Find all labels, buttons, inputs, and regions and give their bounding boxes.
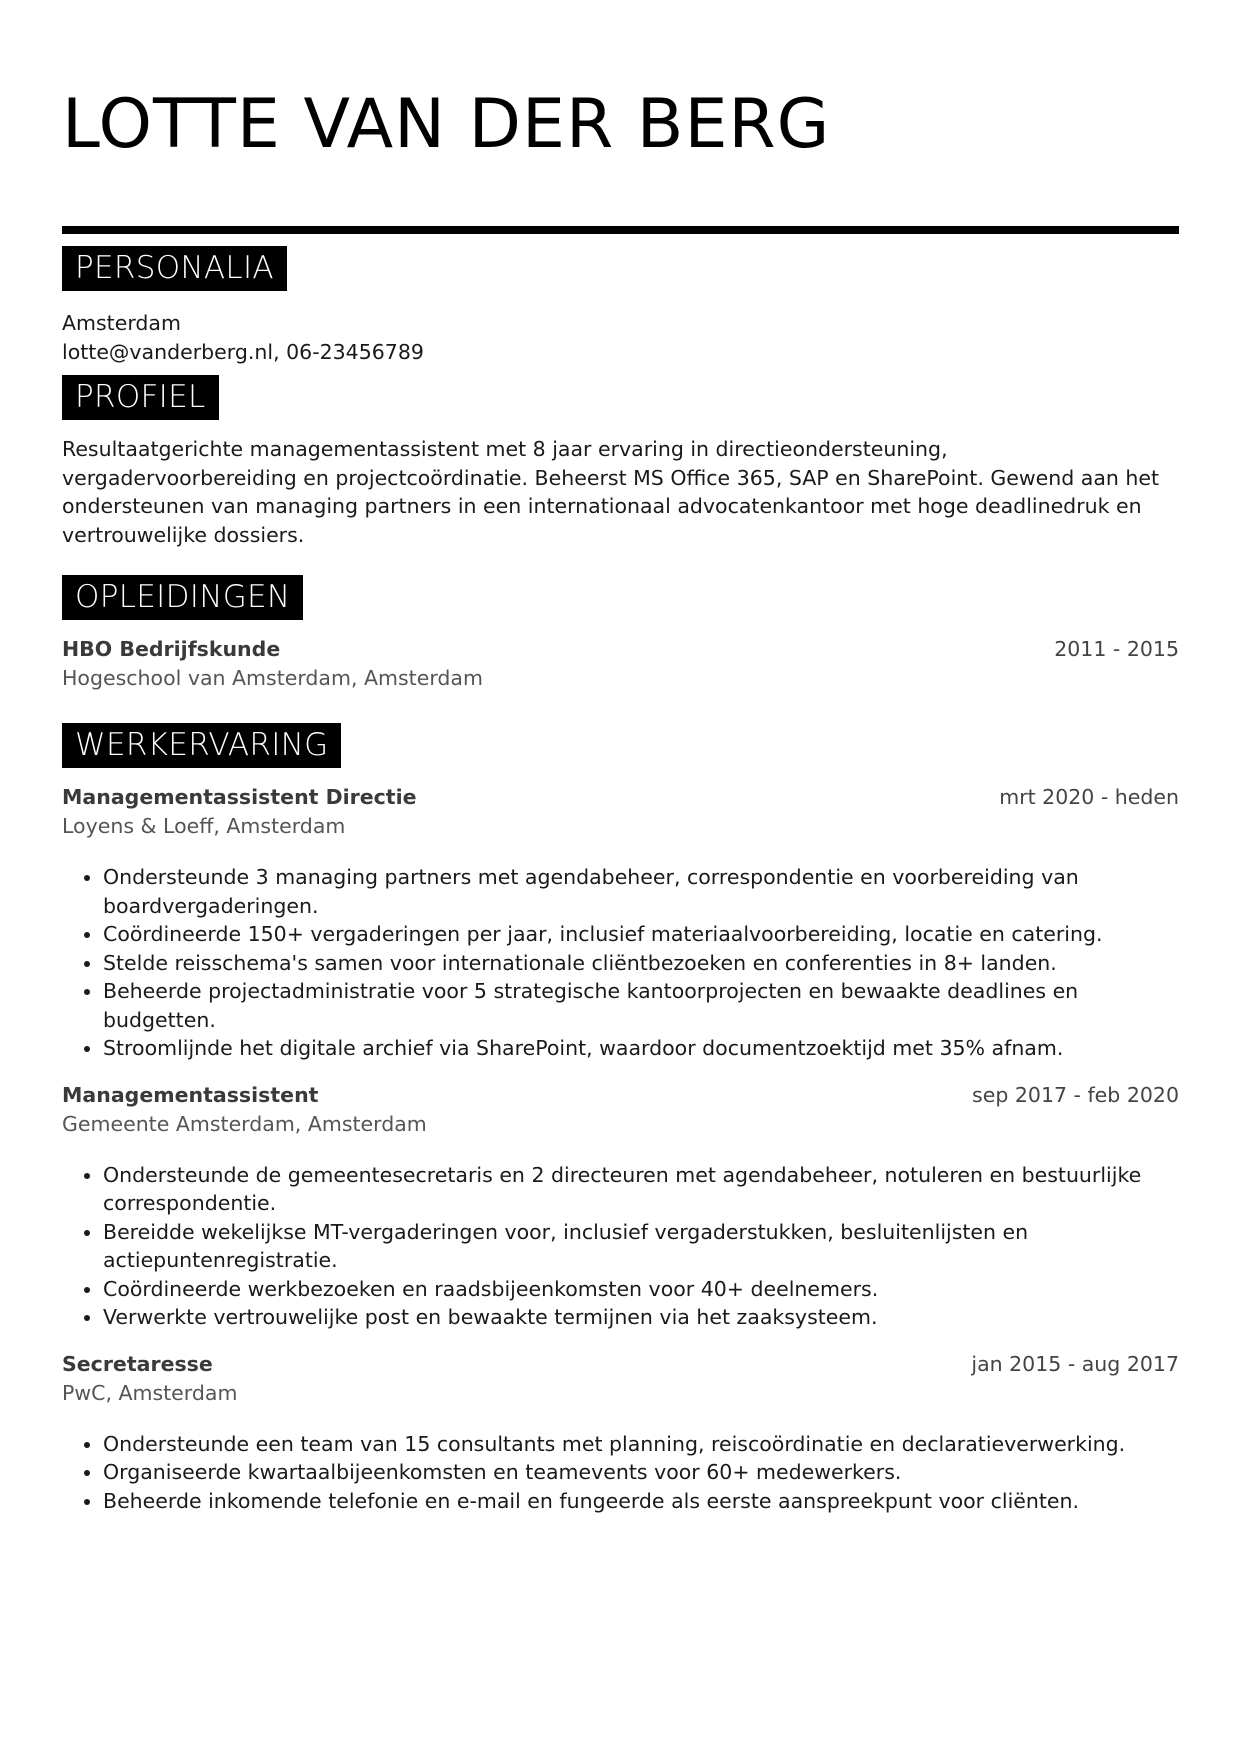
job-bullet: • Ondersteunde de gemeentesecretaris en 2 directeuren met agendabeheer, notuleren en bestuurlijke correspondentie. [103, 1161, 1179, 1218]
job-bullet: • Organiseerde kwartaalbijeenkomsten en teamevents voor 60+ medewerkers. [103, 1458, 1179, 1487]
job-employer: Gemeente Amsterdam, Amsterdam [62, 1111, 427, 1136]
education-institution: Hogeschool van Amsterdam, Amsterdam [62, 666, 483, 690]
job-bullets [62, 1161, 1179, 1332]
section-heading-profiel: PROFIEL [62, 375, 219, 420]
job-period: jan 2015 - aug 2017 [971, 1351, 1179, 1376]
job-employer: Loyens & Loeff, Amsterdam [62, 814, 346, 838]
personalia-contact: lotte@vanderberg.nl, 06-23456789 [62, 339, 424, 364]
job-bullet: • Coördineerde 150+ vergaderingen per jaar, inclusief materiaalvoorbereiding, locatie en catering. [103, 920, 1179, 949]
section-heading-opleidingen: OPLEIDINGEN [62, 575, 303, 620]
job-period: sep 2017 - feb 2020 [972, 1082, 1179, 1107]
job-bullet: • Ondersteunde 3 managing partners met agendabeheer, correspondentie en voorbereiding van boardvergaderingen. [103, 863, 1179, 920]
job-bullets [62, 1430, 1179, 1516]
job-bullet: • Stelde reisschema's samen voor internationale cliëntbezoeken en conferenties in 8+ landen. [103, 949, 1179, 978]
education-period: 2011 - 2015 [1054, 637, 1179, 661]
section-werkervaring [62, 723, 1179, 1515]
job-bullet: • Beheerde projectadministratie voor 5 strategische kantoorprojecten en bewaakte deadlines en budgetten. [103, 977, 1179, 1034]
section-personalia [62, 246, 1179, 366]
header-divider [62, 226, 1179, 234]
job-title: Managementassistent [62, 1082, 319, 1107]
job-title: Managementassistent Directie [62, 785, 417, 809]
job-period: mrt 2020 - heden [999, 785, 1179, 809]
job-bullet: • Verwerkte vertrouwelijke post en bewaakte termijnen via het zaaksysteem. [103, 1303, 1179, 1332]
job-title: Secretaresse [62, 1351, 213, 1376]
job-bullet: • Stroomlijnde het digitale archief via SharePoint, waardoor documentzoektijd met 35% afnam. [103, 1034, 1179, 1063]
job-bullet: • Beheerde inkomende telefonie en e-mail en fungeerde als eerste aanspreekpunt voor cliënten. [103, 1487, 1179, 1516]
personalia-city: Amsterdam [62, 311, 181, 335]
job-entry [62, 783, 1179, 1063]
section-heading-werkervaring: WERKERVARING [62, 723, 341, 768]
education-item [62, 635, 1179, 693]
education-title: HBO Bedrijfskunde [62, 637, 281, 661]
section-profiel [62, 375, 1179, 549]
job-entry [62, 1081, 1179, 1332]
section-opleidingen [62, 575, 1179, 693]
candidate-name: LOTTE VAN DER BERG [62, 85, 831, 164]
job-bullets [62, 863, 1179, 1063]
job-employer: PwC, Amsterdam [62, 1380, 238, 1405]
job-entry [62, 1350, 1179, 1516]
job-bullet: • Ondersteunde een team van 15 consultants met planning, reiscoördinatie en declaratieverwerking. [103, 1430, 1179, 1459]
job-bullet: • Coördineerde werkbezoeken en raadsbijeenkomsten voor 40+ deelnemers. [103, 1275, 1179, 1304]
profiel-text: Resultaatgerichte managementassistent met 8 jaar ervaring in directieondersteuning, vergadervoorbereiding en projectcoördinatie. Beheerst MS Office 365, SAP en SharePoint. Gewend aan het ondersteunen van managing partners in een internationaal advocatenkantoor met hoge deadlinedruk en vertrouwelijke dossiers. [62, 437, 1160, 547]
section-heading-personalia: PERSONALIA [62, 246, 287, 291]
job-bullet: • Bereidde wekelijkse MT-vergaderingen voor, inclusief vergaderstukken, besluitenlijsten en actiepuntenregistratie. [103, 1218, 1179, 1275]
